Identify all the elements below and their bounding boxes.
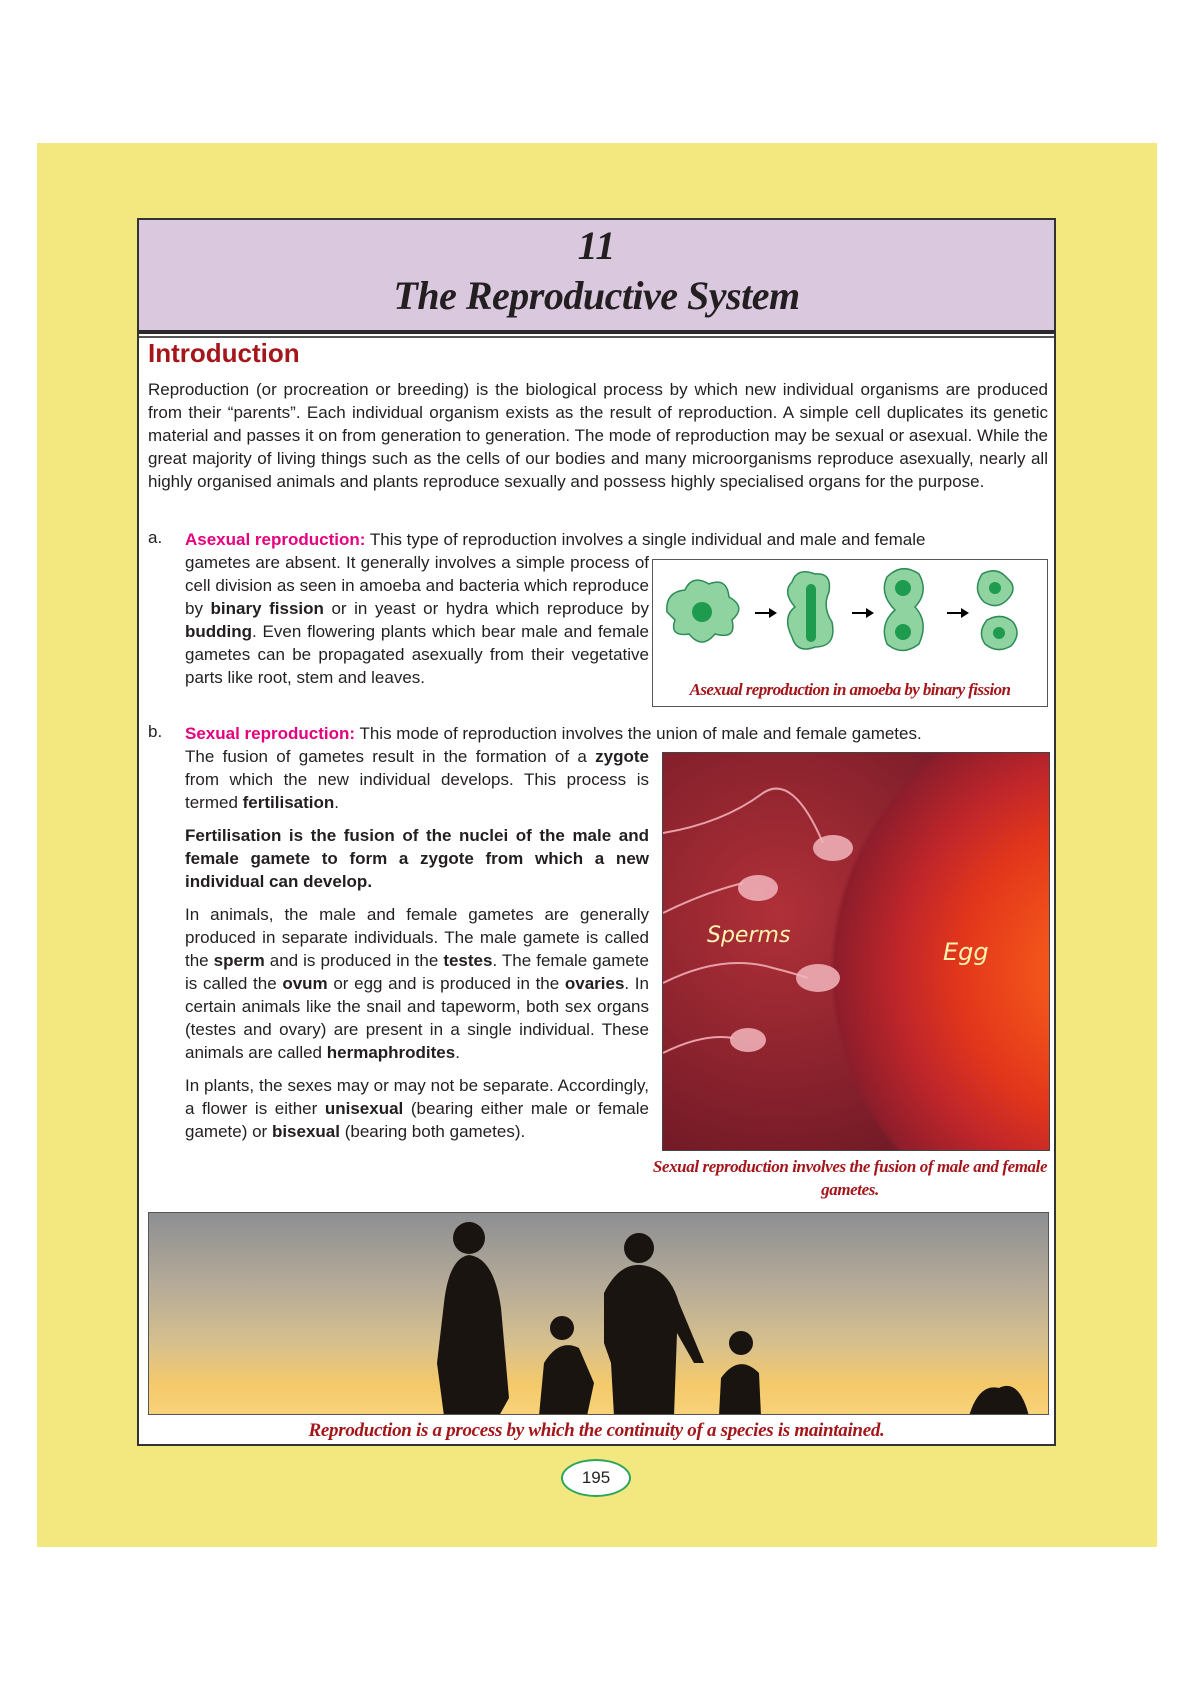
text-run: gametes are absent. It generally involves a simple process of cell division as seen in amoeba and bacteria which reproduce by [185, 553, 649, 618]
asexual-lead-text: This type of reproduction involves a single individual and male and female [365, 530, 926, 549]
text-run: from which the new individual develops. This process is termed [185, 770, 649, 812]
text-run: . In certain animals like the snail and tapeworm, both sex organs (testes and ovary) are present in a single individual. These animals are called [185, 974, 649, 1062]
bold-term: testes [443, 951, 493, 970]
amoeba-figure [652, 559, 1048, 707]
family-silhouette [149, 1213, 1049, 1415]
section-heading: Introduction [148, 338, 300, 368]
chapter-number: 11 [577, 223, 616, 268]
intro-paragraph [148, 378, 1048, 493]
bold-term: ovaries [564, 974, 625, 993]
bold-term: ovum [282, 974, 328, 993]
bold-term: Fertilisation is the fusion of the nuclei of the male and female gamete to form a zygote from which a new individual can develop. [185, 826, 649, 891]
family-silhouette-photo [148, 1212, 1049, 1415]
amoeba-figure-caption: Asexual reproduction in amoeba by binary fission [689, 680, 1011, 699]
bold-term: hermaphrodites [326, 1043, 456, 1062]
sexual-term: Sexual reproduction: [185, 724, 356, 743]
sperm-illustration [663, 753, 1049, 1150]
page-number: 195 [561, 1459, 631, 1497]
text-run: In plants, the sexes may or may not be separate. Accordingly, a flower is either [185, 1076, 649, 1118]
bold-term: budding [185, 622, 253, 641]
text-run: In animals, the male and female gametes are generally produced in separate individuals. The male gamete is called the [185, 905, 649, 970]
fertilisation-definition [185, 824, 649, 893]
asexual-lead [185, 528, 1048, 551]
sexual-body [185, 745, 649, 1153]
bold-term: binary fission [210, 599, 324, 618]
bold-term: zygote [595, 747, 649, 766]
text-run: or egg and is produced in the [327, 974, 565, 993]
asexual-term: Asexual reproduction: [185, 530, 366, 549]
text-run: . Even flowering plants which bear male and female gametes can be propagated asexually from their vegetative parts like root, stem and leaves. [185, 622, 649, 687]
chapter-title: The Reproductive System [393, 273, 800, 318]
list-marker-a: a. [148, 528, 163, 547]
bold-term: fertilisation [242, 793, 335, 812]
chapter-header [139, 220, 1054, 334]
page-frame [137, 218, 1056, 1446]
text-run: (bearing both gametes). [339, 1122, 526, 1141]
sexual-lead [185, 722, 1048, 745]
text-run: or in yeast or hydra which reproduce by [323, 599, 650, 618]
plants-paragraph [185, 1074, 649, 1143]
fertilisation-image-caption: Sexual reproduction involves the fusion of male and female gametes. [652, 1157, 1048, 1199]
list-marker-b: b. [148, 722, 163, 741]
family-photo-caption: Reproduction is a process by which the continuity of a species is maintained. [308, 1420, 885, 1441]
text-run: . [334, 793, 339, 812]
text-run: . The female gamete is called the [185, 951, 649, 993]
text-run: The fusion of gametes result in the formation of a [185, 747, 596, 766]
bold-term: sperm [213, 951, 265, 970]
fertilisation-paragraph [185, 745, 649, 814]
bold-term: unisexual [324, 1099, 404, 1118]
text-run: (bearing either male or female gamete) or [185, 1099, 649, 1141]
animals-paragraph [185, 903, 649, 1064]
fertilisation-image [662, 752, 1050, 1151]
amoeba-binary-fission-illustration [657, 562, 1043, 662]
sperms-label: Sperms [707, 923, 791, 948]
asexual-body [185, 551, 649, 689]
text-run: . [455, 1043, 460, 1062]
egg-label: Egg [943, 938, 989, 966]
sexual-lead-text: This mode of reproduction involves the union of male and female gametes. [355, 724, 922, 743]
bold-term: bisexual [271, 1122, 340, 1141]
text-run: Reproduction (or procreation or breeding) is the biological process by which new individual organisms are produced from their “parents”. Each individual organism exists as the result of reproduction. A simple cell duplicates its genetic material and passes it on from generation to generation. The mode of reproduction may be sexual or asexual. While the great majority of living things such as the cells of our bodies and many microorganisms reproduce asexually, nearly all highly organised animals and plants reproduce sexually and possess highly specialised organs for the purpose. [148, 380, 1048, 491]
text-run: and is produced in the [264, 951, 444, 970]
